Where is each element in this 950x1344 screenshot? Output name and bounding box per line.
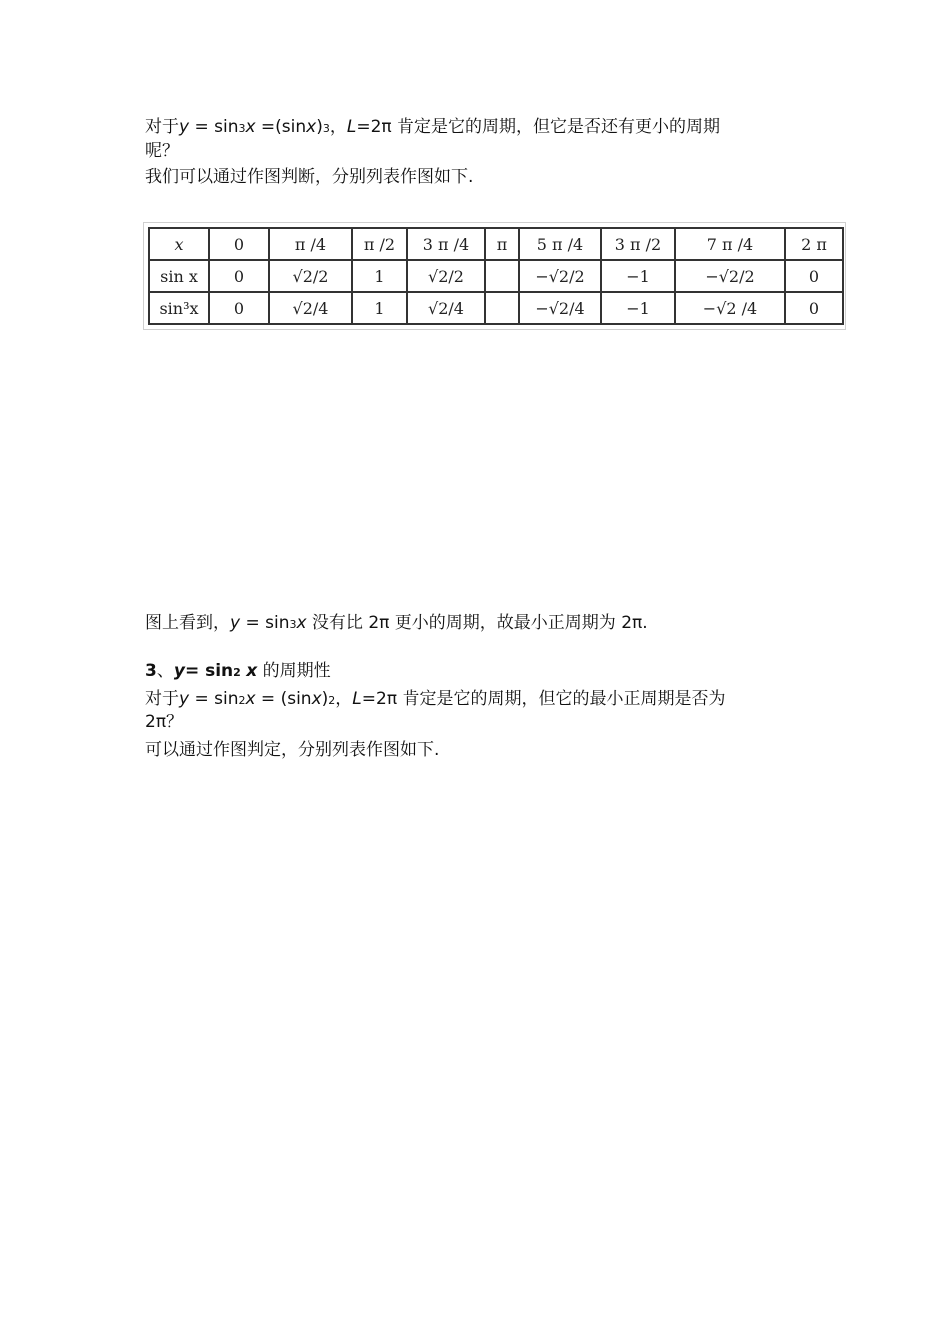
exponent: 2 [328,694,336,707]
paragraph-conclusion-sin3 [145,612,648,636]
value-table [148,227,844,325]
text: = sin [184,661,234,681]
var-y: y [230,613,241,633]
var-x: x [246,661,258,681]
var-x: x [306,117,317,137]
table-cell [485,260,519,292]
table-row-sin3x [149,292,843,324]
table-cell: −√2/2 [519,260,601,292]
text: 、 [156,661,174,681]
var-x: x [311,689,322,709]
text: ) [321,689,329,709]
paragraph-period-sin3-line2: 呢？ [145,141,179,161]
paragraph-period-sin2-line1 [145,688,725,712]
table-cell [485,292,519,324]
var-L: L [352,689,362,709]
table-header-cell: π [485,228,519,260]
text: 对于 [145,117,179,137]
table-header-row [149,228,843,260]
table-cell: 0 [209,292,269,324]
paragraph-period-sin2-line2: 2π？ [145,712,184,732]
var-x: x [245,689,256,709]
paragraph-table-intro: 我们可以通过作图判断，分别列表作图如下. [145,167,474,187]
text: 对于 [145,689,179,709]
table-row-label: sin x [149,260,209,292]
text: =2π 肯定是它的周期，但它是否还有更小的周期 [356,117,721,137]
table-cell: −1 [601,292,675,324]
var-y: y [173,661,185,681]
text: ， [329,117,347,137]
section-number: 3 [145,661,157,681]
table-cell: 0 [209,260,269,292]
var-y: y [179,689,190,709]
value-table-image [143,222,846,330]
table-cell: √2/4 [407,292,485,324]
table-header-cell: 3 π /2 [601,228,675,260]
table-row-sinx [149,260,843,292]
table-header-cell: 2 π [785,228,843,260]
table-cell: 0 [785,292,843,324]
var-x: x [296,613,307,633]
table-header-cell: 3 π /4 [407,228,485,260]
text: = sin [240,613,290,633]
table-cell: 1 [352,260,407,292]
text: ) [316,117,323,137]
table-header-cell: 0 [209,228,269,260]
var-y: y [179,117,190,137]
var-L: L [346,117,357,137]
table-cell: 0 [785,260,843,292]
table-header-cell: π /4 [269,228,352,260]
text: =2π 肯定是它的周期，但它的最小正周期是否为 [361,689,726,709]
exponent: 2 [238,694,246,707]
table-cell: √2/2 [269,260,352,292]
text: 的周期性 [257,661,331,681]
paragraph-period-sin3-line1 [145,116,720,140]
paragraph-table-intro-2: 可以通过作图判定，分别列表作图如下. [145,740,440,760]
text: = sin [189,117,239,137]
exponent: 3 [289,618,297,631]
table-header-cell: π /2 [352,228,407,260]
table-row-label: sin³x [149,292,209,324]
table-cell: √2/2 [407,260,485,292]
table-cell: −√2 /4 [675,292,785,324]
table-cell: 1 [352,292,407,324]
exponent: 2 [233,666,241,679]
text: = (sin [255,689,312,709]
table-cell: −√2/2 [675,260,785,292]
text: ， [335,689,353,709]
exponent: 3 [322,122,330,135]
text: =(sin [255,117,307,137]
text: = sin [189,689,239,709]
table-header-cell: x [149,228,209,260]
var-x: x [245,117,256,137]
section-heading-sin2 [145,660,331,684]
exponent: 3 [238,122,246,135]
table-header-cell: 7 π /4 [675,228,785,260]
text: 图上看到， [145,613,230,633]
table-cell: √2/4 [269,292,352,324]
text: 没有比 2π 更小的周期，故最小正周期为 2π. [306,613,648,633]
table-cell: −√2/4 [519,292,601,324]
table-cell: −1 [601,260,675,292]
table-header-cell: 5 π /4 [519,228,601,260]
